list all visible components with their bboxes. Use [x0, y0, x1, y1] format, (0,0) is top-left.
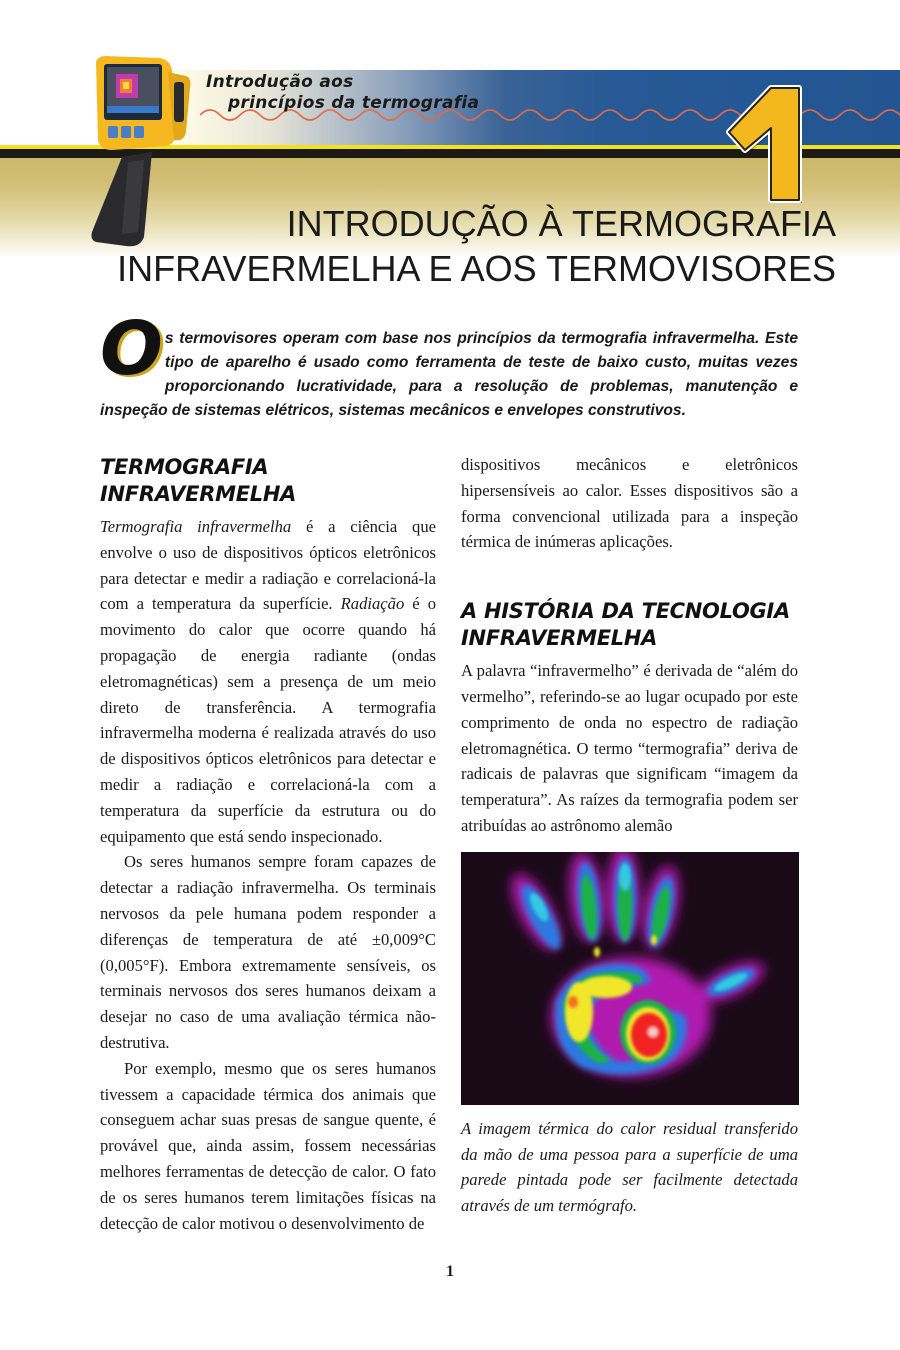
running-title-line2: princípios da termografia	[228, 93, 480, 113]
left-column	[100, 454, 436, 1236]
section2-heading-line2: INFRAVERMELHA	[461, 626, 658, 651]
chapter-title-line2: INFRAVERMELHA E AOS TERMOVISORES	[117, 248, 836, 289]
term-italic: Radiação	[340, 594, 405, 614]
section1-heading-line1: TERMOGRAFIA	[100, 455, 269, 479]
figure-caption: A imagem térmica do calor residual transferido da mão de uma pessoa para a superfície de uma parede pintada pode ser facilmente detectada através de um termógrafo.	[461, 1118, 798, 1216]
section1-paragraph3-continued: dispositivos mecânicos e eletrônicos hipersensíveis ao calor. Esses dispositivos são a forma convencional utilizada para a inspeção térmica de inúmeras aplicações.	[461, 455, 798, 552]
section1-heading-line2: INFRAVERMELHA	[100, 482, 297, 506]
drop-cap: O	[100, 306, 163, 392]
section2-heading-line1: A HISTÓRIA DA TECNOLOGIA	[461, 599, 790, 624]
chapter-title-line1: INTRODUÇÃO À TERMOGRAFIA	[286, 203, 836, 244]
section1-paragraph3: Por exemplo, mesmo que os seres humanos tivessem a capacidade térmica dos animais que conseguem achar suas presas de sangue quente, é provável que, ainda assim, fossem necessárias melhores ferramentas de detecção de calor. O fato de os seres humanos terem limitações físicas na detecção de calor motivou o desenvolvimento de	[100, 1058, 436, 1233]
intro-text: s termovisores operam com base nos princípios da termografia infravermelha. Este tipo de aparelho é usado como ferramenta de teste de baixo custo, muitas vezes proporcionando lucratividade, para a resolução de problemas, manutenção e inspeção de sistemas elétricos, sistemas mecânicos e envelopes construtivos.	[100, 330, 798, 419]
page-number: 1	[446, 1263, 454, 1280]
section1-paragraph1	[100, 514, 436, 849]
section-heading-termografia	[100, 454, 436, 508]
paragraph-text: é a ciência que envolve o uso de dispositivos ópticos eletrônicos para detectar e medir a radiação e correlacioná-la com a temperatura da superfície.	[100, 517, 436, 614]
thermal-camera-illustration	[82, 52, 202, 252]
intro-paragraph	[100, 306, 798, 423]
thermal-hand-image	[461, 852, 799, 1105]
chapter-number-graphic	[715, 84, 805, 204]
section1-paragraph2: Os seres humanos sempre foram capazes de detectar a radiação infravermelha. Os terminais nervosos da pele humana podem responder a diferenças de temperatura de até ±0,009°C (0,005°F). Embora extremamente sensíveis, os terminais nervosos dos seres humanos deixam a desejar no caso de uma avaliação térmica não-destrutiva.	[100, 852, 436, 1052]
section2-paragraph1: A palavra “infravermelho” é derivada de “além do vermelho”, referindo-se ao lugar ocupado por este comprimento de onda no espectro de radiação eletromagnética. O termo “termografia” deriva de radicais de palavras que significam “imagem da temperatura”. As raízes da termografia podem ser atribuídas ao astrônomo alemão	[461, 661, 798, 835]
paragraph-text: é o movimento do calor que ocorre quando há propagação de energia radiante (ondas eletromagnéticas) sem a presença de um meio direto de transferência. A termografia infravermelha moderna é realizada através do uso de dispositivos ópticos eletrônicos para detectar e medir a radiação e correlacioná-la com a temperatura da superfície da estrutura ou do equipamento que está sendo inspecionado.	[100, 594, 437, 846]
running-title-line1: Introdução aos	[206, 72, 354, 92]
term-italic: Termografia infravermelha	[100, 517, 292, 536]
right-column	[461, 452, 798, 1219]
section-heading-historia	[461, 598, 798, 652]
